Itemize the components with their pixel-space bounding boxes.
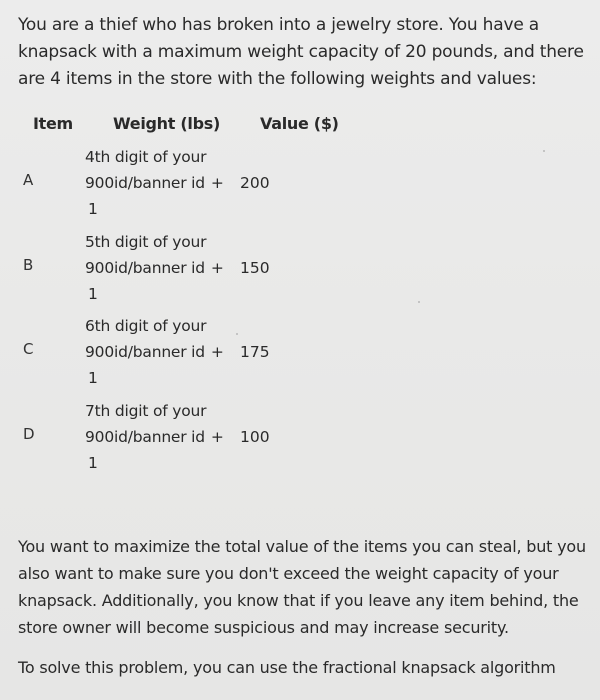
header-weight: Weight (lbs) [113,114,220,133]
item-weight: 6th digit of your 900id/banner id + 1 [85,317,224,387]
solution-hint: To solve this problem, you can use the fractional knapsack algorithm [18,658,556,677]
item-weight: 7th digit of your 900id/banner id + 1 [85,402,224,472]
items-table [0,110,600,480]
item-value: 200 [240,174,270,192]
problem-constraints: You want to maximize the total value of the items you can steal, but you also want to make sure you don't exceed the weight capacity of your knapsack. Additionally, you know that if you leave any item behind, the store owner will become suspicious and may increase security. [18,537,586,637]
item-weight: 4th digit of your 900id/banner id + 1 [85,148,224,218]
item-label: A [23,171,34,189]
header-item: Item [33,114,73,133]
item-label: D [23,425,35,443]
item-label: C [23,340,34,358]
item-value: 175 [240,343,270,361]
item-weight: 5th digit of your 900id/banner id + 1 [85,233,224,303]
table-row [0,229,600,313]
problem-intro: You are a thief who has broken into a jewelry store. You have a knapsack with a maximum weight capacity of 20 pounds, and there are 4 items in the store with the following weights and values: [18,15,584,89]
item-value: 150 [240,259,270,277]
item-value: 100 [240,428,270,446]
item-label: B [23,256,34,274]
paper-speck [543,150,545,152]
paper-speck [418,301,420,303]
header-value: Value ($) [260,114,339,133]
table-row [0,313,600,397]
table-row [0,144,600,228]
table-row [0,398,600,482]
paper-speck [236,333,238,335]
